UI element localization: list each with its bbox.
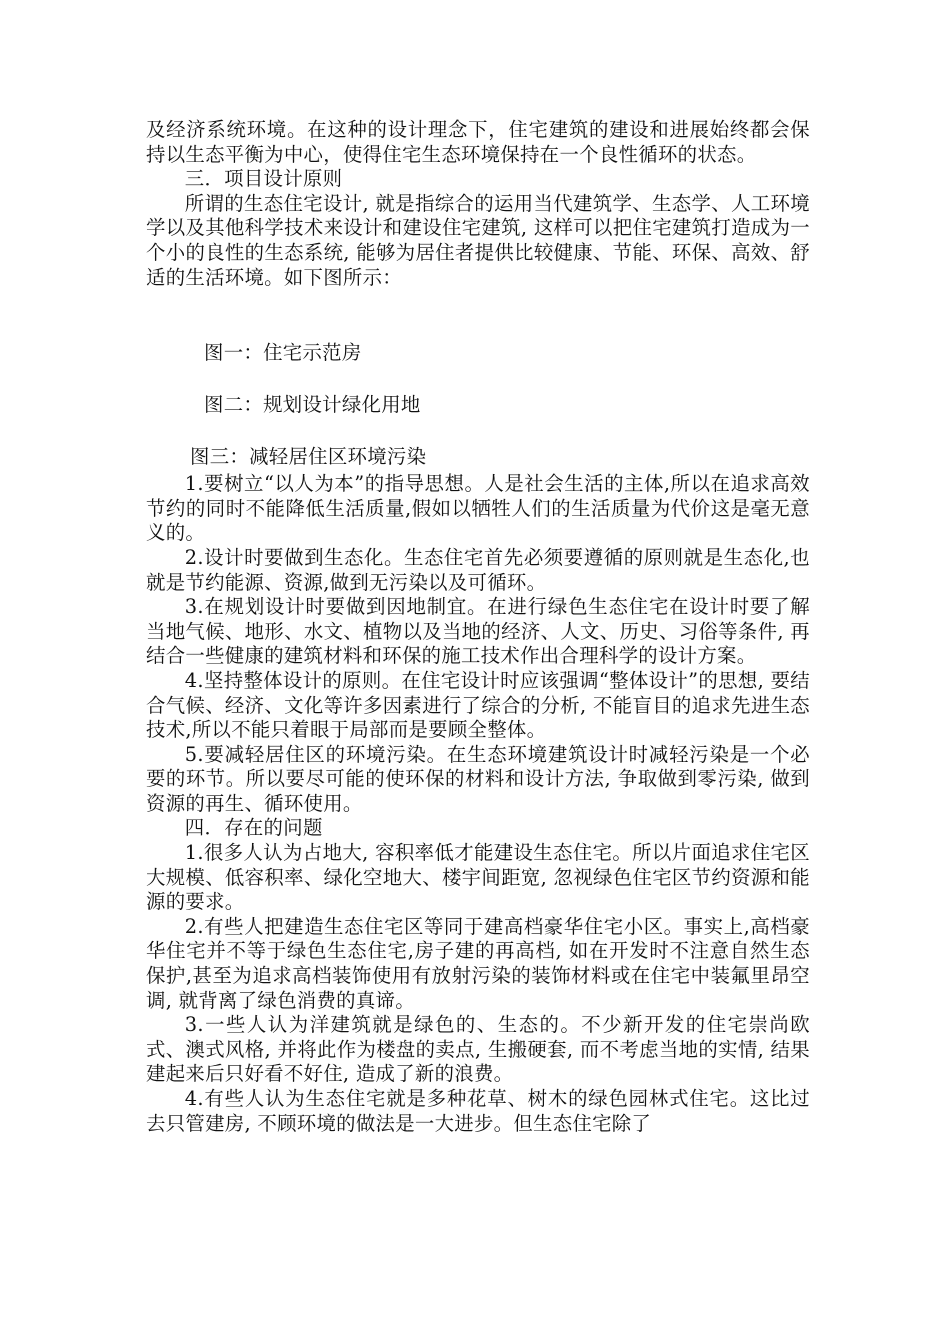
paragraph-problem-4: 4.有些人认为生态住宅就是多种花草、树木的绿色园林式住宅。这比过去只管建房, 不顾环境的做法是一大进步。但生态住宅除了 xyxy=(146,1087,810,1135)
paragraph-principle-2: 2.设计时要做到生态化。生态住宅首先必须要遵循的原则就是生态化,也就是节约能源、资源,做到无污染以及可循环。 xyxy=(146,545,810,594)
section-heading-existing-problems: 四．存在的问题 xyxy=(184,816,323,840)
figure-caption-2: 图二：规划设计绿化用地 xyxy=(204,393,421,417)
figure-spacer xyxy=(146,420,810,442)
paragraph-principle-4: 4.坚持整体设计的原则。在住宅设计时应该强调“整体设计”的思想, 要结合气候、经济、文化等许多因素进行了综合的分析, 不能盲目的追求先进生态技术,所以不能只着眼于局部而是要顾全整体。 xyxy=(146,668,810,742)
paragraph-problem-1: 1.很多人认为占地大, 容积率低才能建设生态住宅。所以片面追求住宅区大规模、低容积率、绿化空地大、楼宇间距宽, 忽视绿色住宅区节约资源和能源的要求。 xyxy=(146,841,810,914)
paragraph-principle-5: 5.要减轻居住区的环境污染。在生态环境建筑设计时减轻污染是一个必要的环节。所以要尽可能的使环保的材料和设计方法, 争取做到零污染, 做到资源的再生、循环使用。 xyxy=(146,742,810,815)
figure-caption-3: 图三：减轻居住区环境污染 xyxy=(190,445,427,469)
section-heading-design-principles: 三．项目设计原则 xyxy=(184,167,343,191)
figure-caption-1: 图一：住宅示范房 xyxy=(204,341,362,365)
paragraph-problem-3: 3.一些人认为洋建筑就是绿色的、生态的。不少新开发的住宅崇尚欧式、澳式风格, 并将此作为楼盘的卖点, 生搬硬套, 而不考虑当地的实情, 结果建起来后只好看不好住, 造成了新的浪费。 xyxy=(146,1013,810,1086)
paragraph-eco-housing-definition: 所谓的生态住宅设计, 就是指综合的运用当代建筑学、生态学、人工环境学以及其他科学技术来设计和建设住宅建筑, 这样可以把住宅建筑打造成为一个小的良性的生态系统, 能够为居住者提供比较健康、节能、环保、高效、舒适的生活环境。如下图所示： xyxy=(146,191,810,289)
figure-spacer xyxy=(146,368,810,390)
paragraph-principle-3: 3.在规划设计时要做到因地制宜。在进行绿色生态住宅在设计时要了解当地气候、地形、水文、植物以及当地的经济、人文、历史、习俗等条件, 再结合一些健康的建筑材料和环保的施工技术作出合理科学的设计方案。 xyxy=(146,595,810,668)
paragraph-intro-continuation: 及经济系统环境。在这种的设计理念下，住宅建筑的建设和进展始终都会保持以生态平衡为中心，使得住宅生态环境保持在一个良性循环的状态。 xyxy=(146,118,810,166)
figure-spacer xyxy=(146,290,810,338)
paragraph-problem-2: 2.有些人把建造生态住宅区等同于建高档豪华住宅小区。事实上,高档豪华住宅并不等于绿色生态住宅,房子建的再高档, 如在开发时不注意自然生态保护,甚至为追求高档装饰使用有放射污染的装饰材料或在住宅中装氟里昂空调, 就背离了绿色消费的真谛。 xyxy=(146,914,810,1012)
paragraph-principle-1: 1.要树立“以人为本”的指导思想。人是社会生活的主体,所以在追求高效节约的同时不能降低生活质量,假如以牺牲人们的生活质量为代价这是毫无意义的。 xyxy=(146,472,810,545)
document-body xyxy=(146,118,810,1136)
